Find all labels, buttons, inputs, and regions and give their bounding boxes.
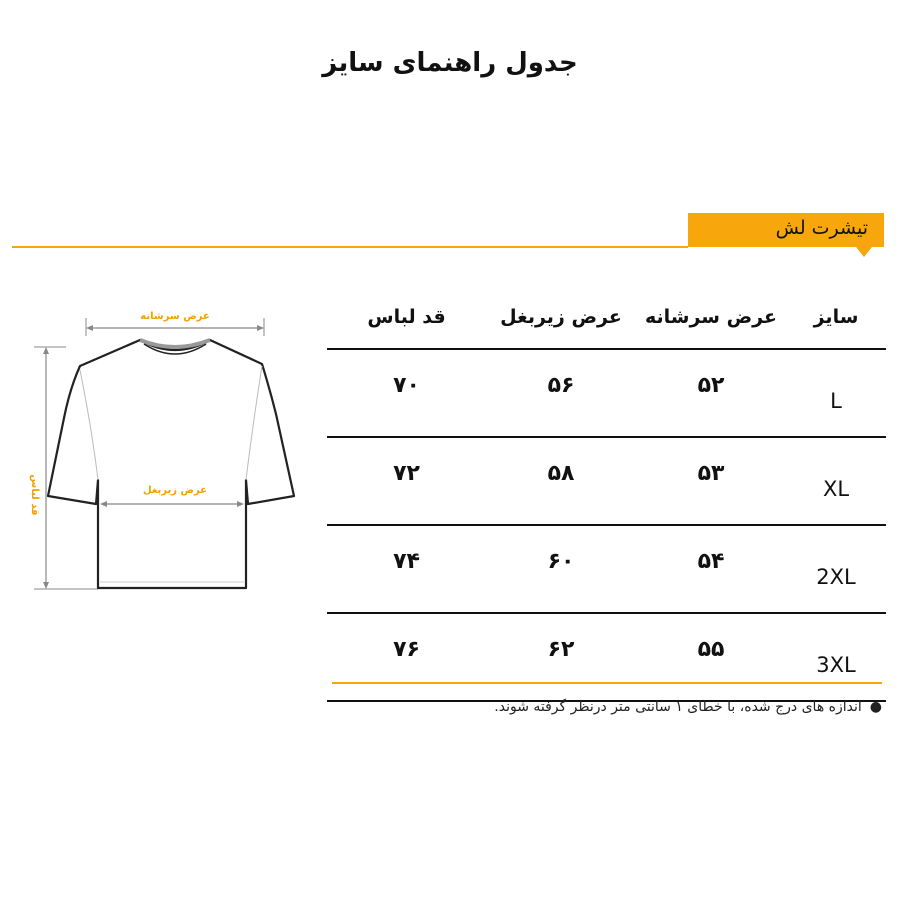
table-row — [327, 525, 886, 613]
note-text: اندازه های درج شده، با خطای ۱ سانتی متر درنظر گرفته شوند. — [494, 699, 862, 715]
bullet-icon: ● — [869, 699, 882, 715]
section-tab-label: تیشرت لش — [775, 217, 868, 239]
table-header-row — [327, 286, 886, 349]
tshirt-illustration — [20, 300, 310, 610]
page-title: جدول راهنمای سایز — [322, 48, 578, 78]
section-tab — [688, 213, 884, 247]
table-row — [327, 613, 886, 701]
shoulder-cell: ۵۲ — [636, 349, 786, 437]
tshirt-figure — [20, 300, 310, 610]
header-shoulder: عرض سرشانه — [636, 286, 786, 349]
chest-cell: ۵۸ — [486, 437, 636, 525]
header-chest: عرض زیربغل — [486, 286, 636, 349]
chest-width-label: عرض زیربغل — [142, 485, 208, 496]
header-size: سایز — [786, 286, 886, 349]
tab-notch — [856, 247, 872, 257]
chest-cell: ۵۶ — [486, 349, 636, 437]
shoulder-width-label: عرض سرشانه — [140, 311, 210, 322]
footer-divider — [332, 682, 882, 684]
length-cell: ۷۲ — [327, 437, 486, 525]
shoulder-cell: ۵۴ — [636, 525, 786, 613]
size-table — [327, 286, 886, 702]
length-cell: ۷۶ — [327, 613, 486, 701]
size-cell: 3XL — [786, 613, 886, 701]
header-length: قد لباس — [327, 286, 486, 349]
length-cell: ۷۰ — [327, 349, 486, 437]
size-cell: L — [786, 349, 886, 437]
shoulder-cell: ۵۵ — [636, 613, 786, 701]
size-cell: XL — [786, 437, 886, 525]
shoulder-cell: ۵۳ — [636, 437, 786, 525]
length-label: قد لباس — [29, 474, 40, 516]
chest-cell: ۶۰ — [486, 525, 636, 613]
table-row — [327, 349, 886, 437]
table-row — [327, 437, 886, 525]
length-cell: ۷۴ — [327, 525, 486, 613]
measurement-note — [494, 699, 882, 715]
chest-cell: ۶۲ — [486, 613, 636, 701]
size-cell: 2XL — [786, 525, 886, 613]
section-divider — [12, 246, 688, 248]
